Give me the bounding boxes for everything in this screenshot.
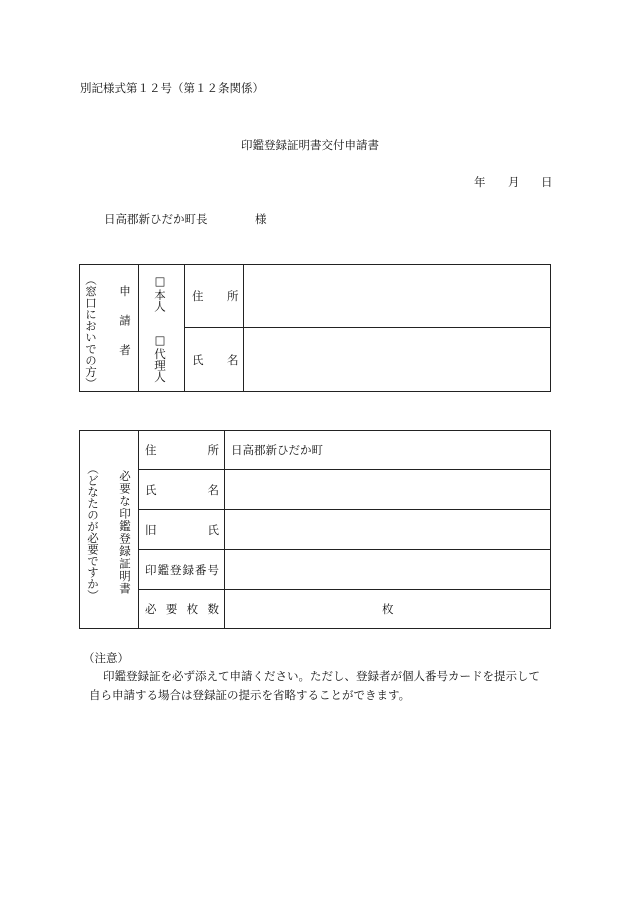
row-address-label: 住 所 xyxy=(145,443,219,457)
certificate-label: 必要な印鑑登録証明書 xyxy=(118,470,132,595)
agent-option-label: 代理人 xyxy=(153,348,167,383)
row-former-surname-label: 旧 氏 xyxy=(145,523,219,537)
certificate-vertical-note: （どなたのが必要ですか） xyxy=(86,463,100,601)
row-name-field[interactable] xyxy=(231,483,541,499)
date-day-label: 日 xyxy=(541,175,553,189)
applicant-name-label: 氏 名 xyxy=(192,353,245,367)
row-address-field[interactable]: 日高郡新ひだか町 xyxy=(231,443,323,457)
applicant-address-label: 住 所 xyxy=(192,289,245,303)
self-checkbox[interactable]: □ xyxy=(153,274,167,288)
notes-line-1: 印鑑登録証を必ず添えて申請ください。ただし、登録者が個人番号カードを提示して xyxy=(103,669,540,683)
applicant-name-field[interactable] xyxy=(252,353,542,373)
agent-checkbox[interactable]: □ xyxy=(153,333,167,347)
page-title: 印鑑登録証明書交付申請書 xyxy=(241,138,379,152)
notes-line-2: 自ら申請する場合は登録証の提示を省略することができます。 xyxy=(89,688,411,702)
honorific: 様 xyxy=(255,212,267,226)
row-registration-number-label: 印鑑登録番号 xyxy=(145,563,219,577)
applicant-vertical-note: （窓口においでの方） xyxy=(84,274,98,389)
notes-heading: （注意） xyxy=(83,651,129,665)
row-name-label: 氏 名 xyxy=(145,483,219,497)
self-option-label: 本人 xyxy=(153,289,167,312)
copies-unit: 枚 xyxy=(382,602,394,616)
applicant-label: 申請者 xyxy=(118,285,132,374)
date-year-label: 年 xyxy=(474,175,486,189)
date-month-label: 月 xyxy=(508,175,520,189)
addressee: 日高郡新ひだか町長 xyxy=(104,212,208,226)
form-number: 別記様式第１２号（第１２条関係） xyxy=(80,81,264,95)
row-registration-number-field[interactable] xyxy=(231,563,541,579)
row-copies-label: 必 要 枚 数 xyxy=(145,602,219,616)
row-former-surname-field[interactable] xyxy=(231,523,541,539)
applicant-address-field[interactable] xyxy=(252,289,542,309)
